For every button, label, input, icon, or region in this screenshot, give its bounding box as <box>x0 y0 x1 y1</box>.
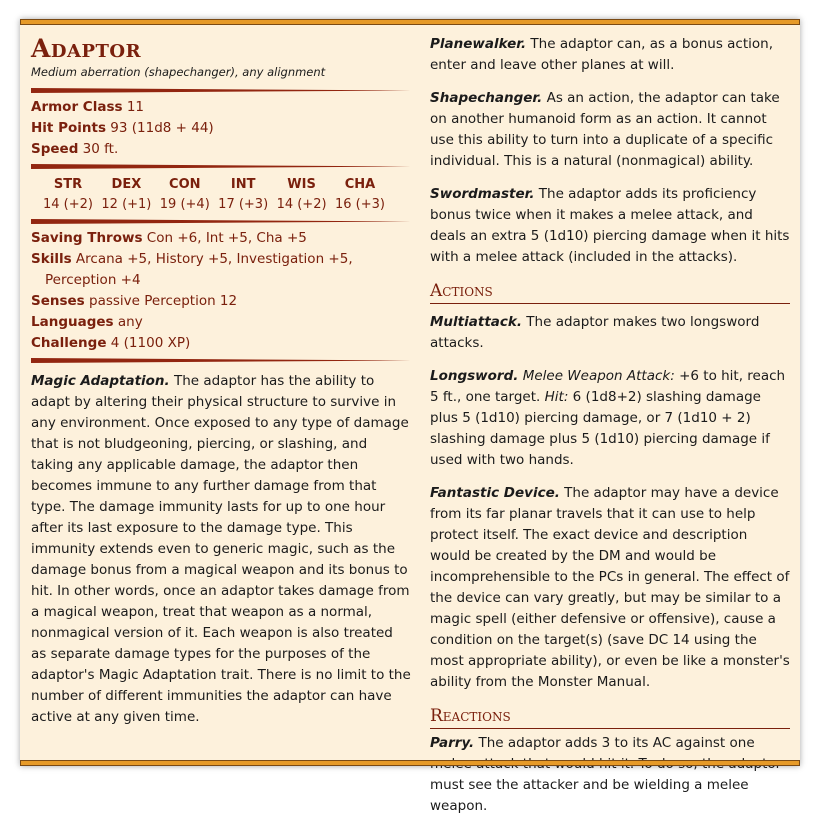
saving-throws: Saving Throws Con +6, Int +5, Cha +5 <box>31 230 307 246</box>
left-column <box>31 34 411 740</box>
defense-block <box>31 97 411 160</box>
right-column <box>430 34 790 829</box>
languages: Languages any <box>31 314 143 330</box>
skills: Skills Arcana +5, History +5, Investigation +5, Perception +4 <box>31 251 353 288</box>
properties-block <box>31 228 411 354</box>
trait-shapechanger: Shapechanger. As an action, the adaptor can take on another humanoid form as an action. It cannot use this ability to turn into a duplicate of a specific individual. This is a natural (nonmagical) ability. <box>430 90 780 169</box>
trait-planewalker: Planewalker. The adaptor can, as a bonus action, enter and leave other planes at will. <box>430 36 774 73</box>
ability-int: INT 17 (+3) <box>218 177 269 212</box>
reactions-heading: Reactions <box>430 705 790 729</box>
divider <box>31 219 411 224</box>
ability-str: STR 14 (+2) <box>43 177 93 212</box>
hit-points: Hit Points 93 (11d8 + 44) <box>31 120 214 136</box>
action-longsword: Longsword. Melee Weapon Attack: +6 to hit, reach 5 ft., one target. Hit: 6 (1d8+2) slashing damage plus 5 (1d10) piercing damage, or 7 (1d10 + 2) slashing damage plus 5 (1d10) piercing damage if used with two hands. <box>430 368 786 468</box>
actions-heading: Actions <box>430 280 790 304</box>
top-border <box>20 19 800 25</box>
monster-meta: Medium aberration (shapechanger), any alignment <box>31 65 326 79</box>
reaction-parry: Parry. The adaptor adds 3 to its AC against one must see the attacker and be wielding a melee weapon. <box>430 735 755 814</box>
armor-class: Armor Class 11 <box>31 99 145 115</box>
trait-magic-adaptation: Magic Adaptation. The adaptor has the ability to adapt by altering their physical structure to survive in any environment. Once exposed to any type of damage that is not bludgeoning, piercing, or slashing, and taking any applicable damage, the adaptor then becomes immune to any further damage from that type. The damage immunity lasts for up to one hour after its last exposure to the damage type. This immunity extends even to generic magic, such as the damage bonus from a magical weapon and its bonus to hit. In other words, once an adaptor takes damage from a magical weapon, treat that weapon as a normal, nonmagical version of it. Each weapon is also treated as separate damage types for the purposes of the adaptor's Magic Adaptation trait. There is no limit to the number of different immunities the adaptor can have active at any given time. <box>31 373 411 725</box>
ability-cha: CHA 16 (+3) <box>334 177 385 212</box>
divider <box>31 164 411 169</box>
challenge: Challenge 4 (1100 XP) <box>31 335 191 351</box>
senses: Senses passive Perception 12 <box>31 293 238 309</box>
speed: Speed 30 ft. <box>31 141 119 157</box>
divider <box>31 358 411 363</box>
divider <box>31 88 411 93</box>
trait-swordmaster: Swordmaster. The adaptor adds its proficiency bonus twice when it makes a melee attack, and deals an extra 5 (1d10) piercing damage when it hits with a melee attack (included in the attacks). <box>430 186 790 265</box>
ability-scores <box>39 175 389 215</box>
ability-con: CON 19 (+4) <box>159 177 210 212</box>
action-multiattack: Multiattack. The adaptor makes two longsword attacks. <box>430 314 760 351</box>
ability-dex: DEX 12 (+1) <box>101 177 152 212</box>
ability-wis: WIS 14 (+2) <box>276 177 327 212</box>
bottom-border <box>20 760 800 766</box>
action-fantastic-device: Fantastic Device. The adaptor may have a device from its far planar travels that it can use to help protect itself. The exact device and description would be created by the DM and would be incomprehensible to the PCs in general. The effect of the device can vary greatly, but may be similar to a magic spell (either defensive or offensive), cause a condition on the target(s) (save DC 14 using the most appropriate ability), or even be like a monster's ability from the Monster Manual. <box>430 485 790 690</box>
monster-name: Adaptor <box>31 34 142 63</box>
